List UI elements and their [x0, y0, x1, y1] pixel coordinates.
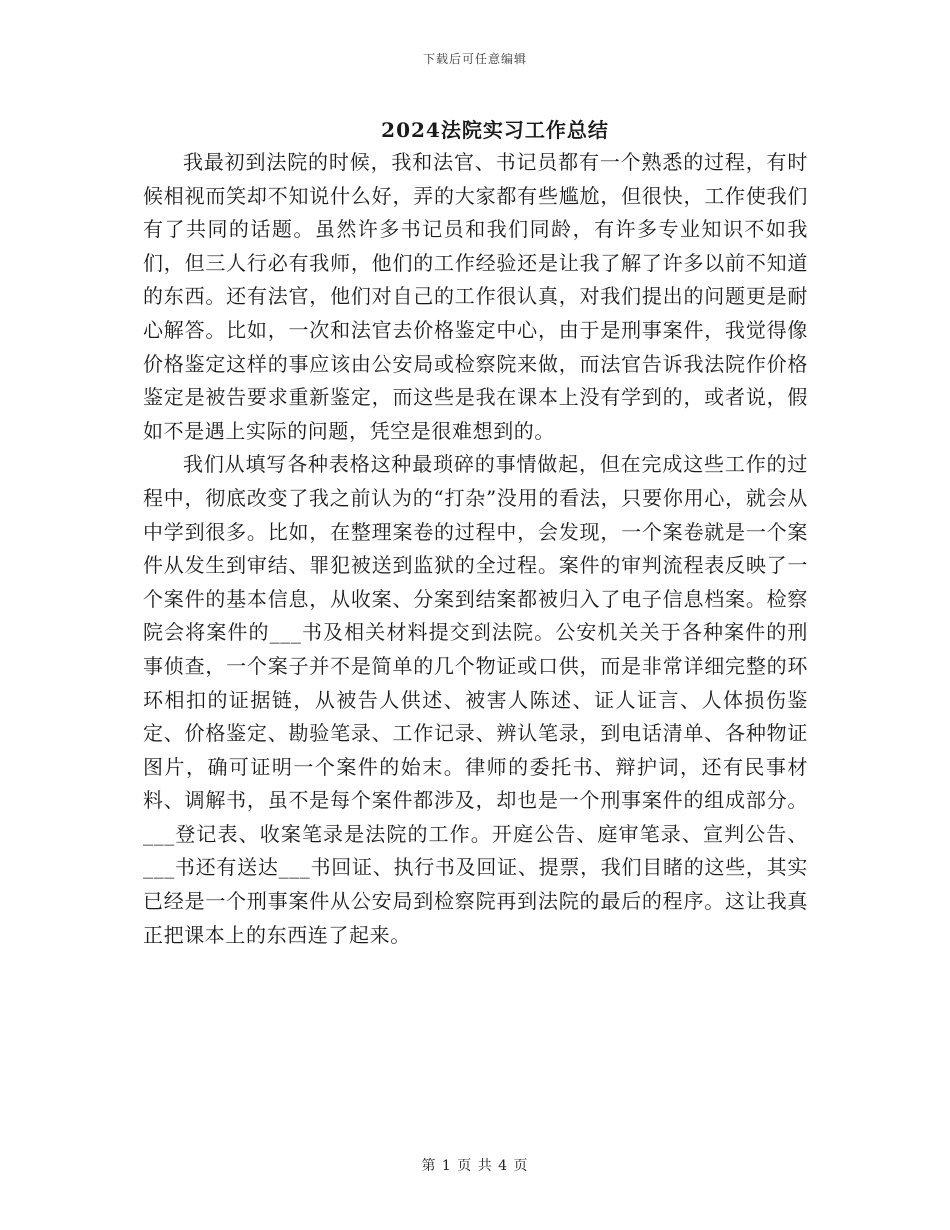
document-title: 2024法院实习工作总结	[381, 118, 609, 142]
paragraph-2: 我们从填写各种表格这种最琐碎的事情做起，但在完成这些工作的过程中，彻底改变了我之前认为的“打杂”没用的看法，只要你用心，就会从中学到很多。比如，在整理案卷的过程中，会发现，一个案卷就是一个案件从发生到审结、罪犯被送到监狱的全过程。案件的审判流程表反映了一个案件的基本信息，从收案、分案到结案都被归入了电子信息档案。检察院会将案件的___书及相关材料提交到法院。公安机关关于各种案件的刑事侦查，一个案子并不是简单的几个物证或口供，而是非常详细完整的环环相扣的证据链，从被告人供述、被害人陈述、证人证言、人体损伤鉴定、价格鉴定、勘验笔录、工作记录、辨认笔录，到电话清单、各种物证图片，确可证明一个案件的始末。律师的委托书、辩护词，还有民事材料、调解书，虽不是每个案件都涉及，却也是一个刑事案件的组成部分。___登记表、收案笔录是法院的工作。开庭公告、庭审笔录、宣判公告、___书还有送达___书回证、执行书及回证、提票，我们目睹的这些，其实已经是一个刑事案件从公安局到检察院再到法院的最后的程序。这让我真正把课本上的东西连了起来。	[143, 452, 808, 947]
document-body	[143, 146, 808, 952]
paragraph-1: 我最初到法院的时候，我和法官、书记员都有一个熟悉的过程，有时候相视而笑却不知说什么好，弄的大家都有些尴尬，但很快，工作使我们有了共同的话题。虽然许多书记员和我们同龄，有许多专业知识不如我们，但三人行必有我师，他们的工作经验还是让我了解了许多以前不知道的东西。还有法官，他们对自己的工作很认真，对我们提出的问题更是耐心解答。比如，一次和法官去价格鉴定中心，由于是刑事案件，我觉得像价格鉴定这样的事应该由公安局或检察院来做，而法官告诉我法院作价格鉴定是被告要求重新鉴定，而这些是我在课本上没有学到的，或者说，假如不是遇上实际的问题，凭空是很难想到的。	[143, 150, 808, 443]
page-header-note: 下载后可任意编辑	[422, 52, 527, 66]
page-number-footer: 第 1 页 共 4 页	[421, 1158, 529, 1174]
